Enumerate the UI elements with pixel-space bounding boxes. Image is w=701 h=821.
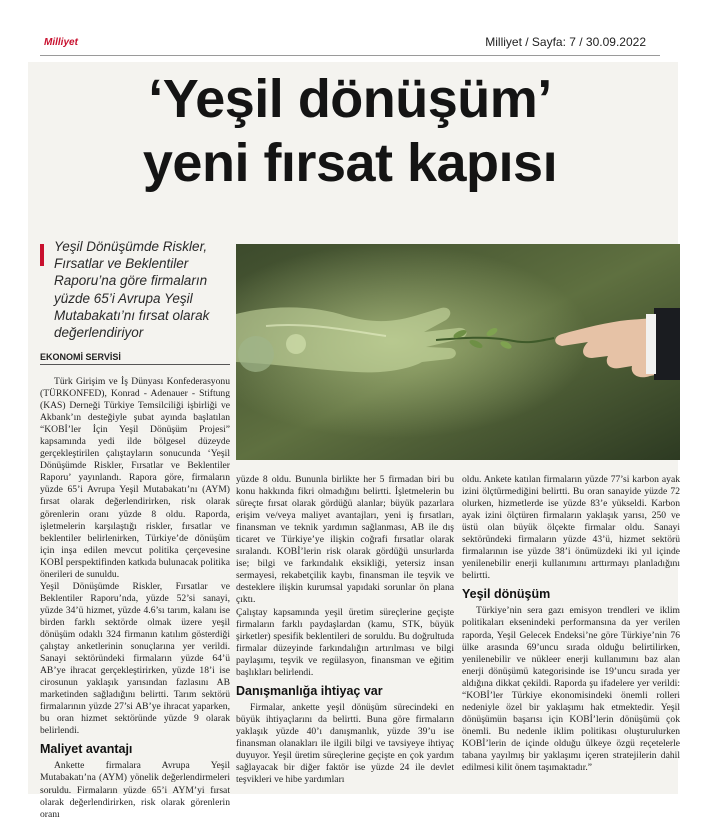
col2-paragraph-1: yüzde 8 oldu. Bununla birlikte her 5 firmadan biri bu konu hakkında fikri olmadığını belirtti. İşletmelerin bu süreçte fırsat olarak gördüğü alanlar; büyük pazarlara erişim ve/veya maliyet avantajları, yeni iş fırsatları, finansman ve teknik yardımın sağlanması, AB ile dış ticaret ve Türkiye’ye ilişkin coğrafi fırsatlar olarak sıralandı. KOBİ’lerin risk olarak gördüğü unsurlarda ise; bilgi ve farkındalık eksikliği, yetersiz insan sermayesi, rekabetçilik kaybı, finansman ile teşvik ve desteklere ilişkin kurumsal yapıdaki sorunlar ön plana çıktı. <box>236 474 454 606</box>
col3-paragraph-1: oldu. Ankete katılan firmaların yüzde 77’si karbon ayak izini ölçtürmediğini belirtti. Bu oran sanayide yüzde 72 olurken, hizmetlerde ise yüzde 83’e yükseldi. Karbon ayak izini ölçtüren firmaların yaklaşık yarısı, 250 ve üstü olan büyük ölçekte firmalar oldu. Sanayi sektöründeki firmaların yüzde 43’ü, hizmet sektörü firmalarının ise yüzde 38’i önümüzdeki iki yıl içinde yenilenebilir enerji kullanımını arttırmayı planladığını belirtti. <box>462 474 680 582</box>
col2-paragraph-3: Firmalar, ankette yeşil dönüşüm sürecindeki en büyük ihtiyaçlarını da belirtti. Buna göre firmaların yaklaşık yüzde 40’ı danışmanlık, yüzde 39’u ise finansman olanakları ile ilgili bilgi ve tavsiyeye ihtiyaç duyuyor. Yeşil üretim süreçlerine geçişte en çok yardım sağlayacak bir diğer faktör ise yüzde 24 ile devlet teşvikleri ve hibe yardımları <box>236 701 454 786</box>
col1-paragraph-3: Ankette firmalara Avrupa Yeşil Mutabakatı’na (AYM) yönelik değerlendirmeleri soruldu. Firmaların yüzde 65’i AYM’yi fırsat olarak değerlendirirken, risk olarak görenlerin oranı <box>40 760 230 820</box>
col3-paragraph-2: Türkiye’nin sera gazı emisyon trendleri ve iklim politikaları eksenindeki performansına da yer verilen raporda, Yeşil Gelecek Endeksi’ne göre Türkiye’nin 76 ülke arasında 69’uncu sırada olduğu belirtilirken, yenilenebilir ve nükleer enerji kullanımını baz alan enerji dönüşümü kategorisinde ise 19’uncu sırada yer aldığına dikkat çekildi. Raporda şu ifadelere yer verildi: “KOBİ’ler Türkiye ekonomisindeki önemli rolleri nedeniyle özel bir yaklaşımı hak etmektedir. Yeşil dönüşümün başarısı için KOBİ’lerin dönüşümü çok önemli. Bu nedenle iklim politikası oluşturulurken KOBİ’lerin de içinde olduğu ülkeye özgü reçetelerle tabana yayılmış bir yaklaşımı içeren stratejilerin dahil edilmesi kilit önem taşımaktadır.” <box>462 605 680 774</box>
header-divider <box>40 55 660 56</box>
byline: EKONOMİ SERVİSİ <box>40 352 121 362</box>
col1-paragraph-2: Yeşil Dönüşümde Riskler, Fırsatlar ve Beklentiler Raporu’nda, yüzde 52’si sanayi, yüzde 34’ü hizmet, yüzde 4.6’sı tarım, kalanı ise birden farklı sektörde olmak üzere yeşil dönüşüm odaklı 324 firmanın katılım gösterdiği çalıştay anketlerinin sonuçlarına yer verildi. Sanayi sektöründeki firmaların yüzde 64’ü AB’ye ihracat gerçekleştirirken, yüzde 18’i ise cirosunun yaklaşık yarısından fazlasını AB marketinden sağladığını belirtti. Tarım sektörü firmalarının yüzde 27’si AB’ye ihracat yaparken, bu oran hizmet sektöründe yüzde 9 olarak belirlendi. <box>40 580 230 737</box>
byline-divider <box>40 364 230 365</box>
milliyet-logo: Milliyet <box>44 37 78 48</box>
column-1 <box>40 376 230 821</box>
subheading-yesil-donusum: Yeşil dönüşüm <box>462 587 551 602</box>
col1-paragraph-1: Türk Girişim ve İş Dünyası Konfederasyonu (TÜRKONFED), Konrad - Adenauer - Stiftung (KAS) Derneği Türkiye Temsilciliği işbirliği ve Akbank’ın desteğiyle şubat ayında başlatılan “KOBİ’ler İçin Yeşil Dönüşüm Projesi” kapsamında yedi ilde bölgesel düzeyde gerçekleştirilen çalıştayların sonucunda ‘Yeşil Dönüşümde Riskler, Fırsatlar ve Beklentiler Raporu’ yayınlandı. Rapora göre, firmaların yüzde 65’i Avrupa Yeşil Mutabakatı’nı (AYM) fırsat olarak değerlendirirken, risk olarak görenlerin oranı yüzde 8 oldu. Raporda, işletmelerin karşılaştığı riskler, fırsatlar ve beklentiler belirlenirken, Türkiye’de dönüşüm için inşa edilen mevcut politika çerçevesine KOBİ perspektifinden katkıda bulunacak politika önerileri de sunuldu. <box>40 376 230 580</box>
column-3 <box>462 474 680 774</box>
col2-paragraph-2: Çalıştay kapsamında yeşil üretim süreçlerine geçişte firmaların farklı paydaşlardan (kamu, STK, büyük şirketler) spesifik beklentileri de soruldu. Bu doğrultuda firmalar düzeyinde farkındalığın artırılması ve bilgi paylaşımı, teşvik ve regülasyon, finansman ve eğitim başlıkları belirlendi. <box>236 606 454 678</box>
headline-line-2: yeni fırsat kapısı <box>142 133 558 193</box>
robot-human-hands-icon <box>236 244 680 460</box>
clipping-header <box>0 0 701 56</box>
article-photo <box>236 244 680 460</box>
column-2 <box>236 474 454 786</box>
page-info: Milliyet / Sayfa: 7 / 30.09.2022 <box>485 35 646 49</box>
deck-accent-bar <box>40 244 44 266</box>
deck-text: Yeşil Dönüşümde Riskler, Fırsatlar ve Beklentiler Raporu’na göre firmaların yüzde 65’i Avrupa Yeşil Mutabakatı’nı fırsat olarak değerlendiriyor <box>54 239 210 341</box>
subheading-danismanlik: Danışmanlığa ihtiyaç var <box>236 683 383 698</box>
subheading-maliyet-avantaji: Maliyet avantajı <box>40 742 133 757</box>
headline-line-1: ‘Yeşil dönüşüm’ <box>148 69 552 129</box>
